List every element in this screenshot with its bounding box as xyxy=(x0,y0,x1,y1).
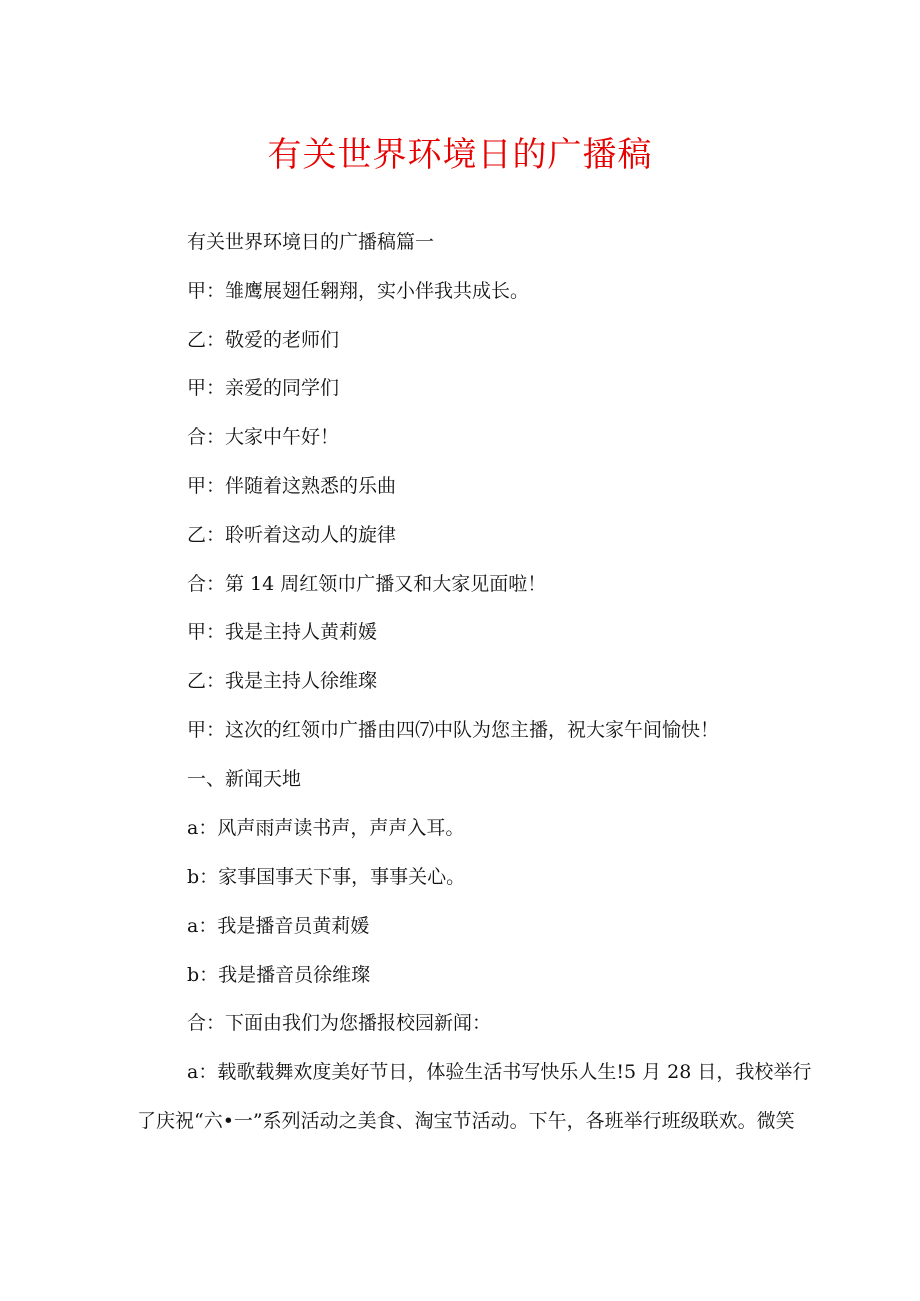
text-line: 有关世界环境日的广播稿篇一 xyxy=(187,231,435,253)
text-line: b：我是播音员徐维璨 xyxy=(187,964,371,986)
text-line: 合：下面由我们为您播报校园新闻： xyxy=(187,1012,492,1034)
text-line: a：风声雨声读书声，声声入耳。 xyxy=(187,817,465,839)
text-line: 甲：这次的红领巾广播由四⑺中队为您主播，祝大家午间愉快！ xyxy=(187,719,720,741)
paragraph-line: a：载歌载舞欢度美好节日，体验生活书写快乐人生!5 月 28 日，我校举行 xyxy=(187,1061,812,1083)
text-line: 甲：我是主持人黄莉媛 xyxy=(187,621,378,643)
text-line: a：我是播音员黄莉媛 xyxy=(187,915,370,937)
text-line: 合：大家中午好！ xyxy=(187,426,340,448)
text-line: 乙：聆听着这动人的旋律 xyxy=(187,524,397,546)
text-line: 甲：亲爱的同学们 xyxy=(187,377,340,399)
paragraph-line: 了庆祝“六•一”系列活动之美食、淘宝节活动。下午，各班举行班级联欢。微笑 xyxy=(137,1110,795,1132)
text-line: 乙：我是主持人徐维璨 xyxy=(187,670,378,692)
text-line: 甲：伴随着这熟悉的乐曲 xyxy=(187,475,397,497)
text-line: b：家事国事天下事，事事关心。 xyxy=(187,866,466,888)
text-line: 甲：雏鹰展翅任翱翔，实小伴我共成长。 xyxy=(187,280,530,302)
document-title: 有关世界环境日的广播稿 xyxy=(267,135,653,175)
text-line: 一、新闻天地 xyxy=(187,768,302,790)
text-line: 合：第 14 周红领巾广播又和大家见面啦！ xyxy=(187,573,547,595)
text-line: 乙：敬爱的老师们 xyxy=(187,329,340,351)
